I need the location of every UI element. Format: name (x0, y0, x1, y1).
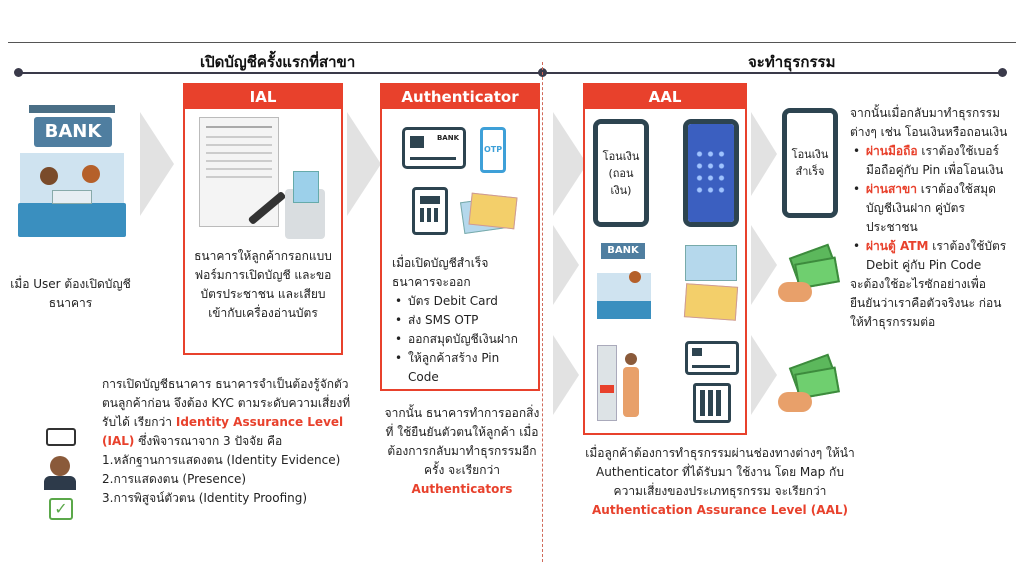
chevron-5 (553, 335, 579, 415)
ial-header: IAL (185, 85, 341, 109)
list-item: • ให้ลูกค้าสร้าง Pin Code (392, 349, 528, 387)
pin-pad-icon (412, 187, 448, 235)
chevron-7 (751, 225, 777, 305)
list-item: • ส่ง SMS OTP (392, 311, 528, 330)
check-icon: ✓ (49, 498, 73, 520)
timeline-dot-end (998, 68, 1007, 77)
ial-box (183, 83, 343, 355)
bank-sign: BANK (34, 117, 112, 147)
ial-factor: 1.หลักฐานการแสดงตน (Identity Evidence) (102, 453, 341, 467)
aal-note-highlight: Authentication Assurance Level (AAL) (592, 503, 848, 517)
auth-note (383, 404, 541, 499)
phone-transfer: โอนเงิน (ถอนเงิน) (593, 119, 649, 227)
cards-stack-icon (468, 193, 517, 230)
person-icon (629, 271, 641, 283)
authenticator-box (380, 83, 540, 391)
ial-illustration (185, 109, 341, 247)
right-text (850, 104, 1010, 332)
list-item: • ผ่านสาขา เราต้องใช้สมุดบัญชีเงินฝาก คู่บัตรประชาชน (850, 180, 1010, 237)
person-icon (625, 353, 637, 365)
ial-note-highlight: Identity Assurance Level (IAL) (102, 415, 344, 448)
ial-factor: 3.การพิสูจน์ตัวตน (Identity Proofing) (102, 491, 308, 505)
aal-note (585, 444, 855, 520)
chevron-8 (751, 335, 777, 415)
list-item: • ออกสมุดบัญชีเงินฝาก (392, 330, 528, 349)
list-item: • ผ่านมือถือ เราต้องใช้เบอร์มือถือคู่กับ Pin เพื่อโอนเงิน (850, 142, 1010, 180)
user-icon (50, 456, 70, 476)
phase-title-second: จะทำธุรกรรม (748, 53, 836, 71)
timeline (18, 72, 1002, 74)
list-item: • ผ่านตู้ ATM เราต้องใช้บัตร Debit คู่กับ Pin Code (850, 237, 1010, 275)
person-icon-2 (82, 165, 100, 183)
atm-keypad-icon (693, 383, 731, 423)
ial-note-intro: การเปิดบัญชีธนาคาร ธนาคารจำเป็นต้องรู้จักตัวตนลูกค้าก่อน จึงต้อง KYC ตามระดับความเสี่ยงที่รับได้ เรียกว่า (102, 377, 351, 429)
auth-note-highlight: Authenticators (411, 482, 513, 496)
person-icon (40, 167, 58, 185)
ial-note (102, 375, 352, 508)
bank-illustration (12, 105, 132, 250)
money-hand-icon (778, 246, 840, 308)
right-intro: จากนั้นเมื่อกลับมาทำธุรกรรมต่างๆ เช่น โอนเงินหรือถอนเงิน (850, 106, 1008, 139)
chevron-4 (553, 225, 579, 305)
aal-note-text: เมื่อลูกค้าต้องการทำธุรกรรมผ่านช่องทางต่างๆ ให้นำ Authenticator ที่ได้รับมา ใช้งาน โดย Map กับความเสี่ยงของประเภทธุรกรรม จะเรียกว่า (585, 446, 855, 498)
authenticator-header: Authenticator (382, 85, 538, 109)
success-line-2: สำเร็จ (795, 165, 825, 178)
authenticator-intro: เมื่อเปิดบัญชีสำเร็จ ธนาคารจะออก (392, 256, 489, 289)
passbook-stack-icon (684, 283, 738, 321)
debit-card-icon: BANK (402, 127, 466, 169)
otp-phone-icon: OTP (480, 127, 506, 173)
top-rule (8, 42, 1016, 43)
ial-text: ธนาคารให้ลูกค้ากรอกแบบฟอร์มการเปิดบัญชี และขอบัตรประชาชน และเสียบเข้ากับเครื่องอ่านบัตร (194, 249, 332, 320)
atm-illustration (597, 345, 647, 425)
right-outro: จะต้องใช้อะไรซักอย่างเพื่อยืนยันว่าเราคือตัวจริงนะ ก่อนให้ทำธุรกรรมต่อ (850, 277, 1002, 329)
ial-note-suffix: ซึ่งพิจารณาจาก 3 ปัจจัย คือ (138, 434, 283, 448)
id-card-icon (46, 428, 76, 446)
id-card-icon (293, 171, 319, 203)
right-list (850, 142, 1010, 275)
ial-icons (40, 428, 80, 528)
authenticator-list (382, 292, 538, 387)
step1-caption: เมื่อ User ต้องเปิดบัญชีธนาคาร (10, 277, 131, 310)
money-hand-icon-2 (778, 356, 840, 418)
chevron-1 (140, 112, 174, 216)
id-card-icon (685, 245, 737, 281)
auth-note-text: จากนั้น ธนาคารทำการออกสิ่งที่ ใช้ยืนยันตัวตนให้ลูกค้า เมื่อต้องการกลับมาทำธุรกรรมอีกครั้ง จะเรียกว่า (384, 406, 540, 477)
list-item: • บัตร Debit Card (392, 292, 528, 311)
counter-desk (18, 203, 126, 237)
pin-keypad-icon (688, 124, 734, 222)
ial-factor: 2.การแสดงตน (Presence) (102, 472, 247, 486)
phase-divider (542, 62, 543, 562)
phone-success (782, 108, 838, 218)
authenticator-illustration (382, 109, 538, 254)
success-line-1: โอนเงิน (791, 148, 829, 161)
phone-pin (683, 119, 739, 227)
chevron-6 (751, 112, 777, 196)
bank-sign-small: BANK (601, 243, 645, 259)
timeline-dot-start (14, 68, 23, 77)
chevron-3 (553, 112, 587, 216)
aal-box (583, 83, 747, 435)
phase-title-first: เปิดบัญชีครั้งแรกที่สาขา (200, 53, 356, 71)
chevron-2 (347, 112, 381, 216)
aal-header: AAL (585, 85, 745, 109)
debit-card-icon (685, 341, 739, 375)
branch-illustration (595, 243, 653, 323)
